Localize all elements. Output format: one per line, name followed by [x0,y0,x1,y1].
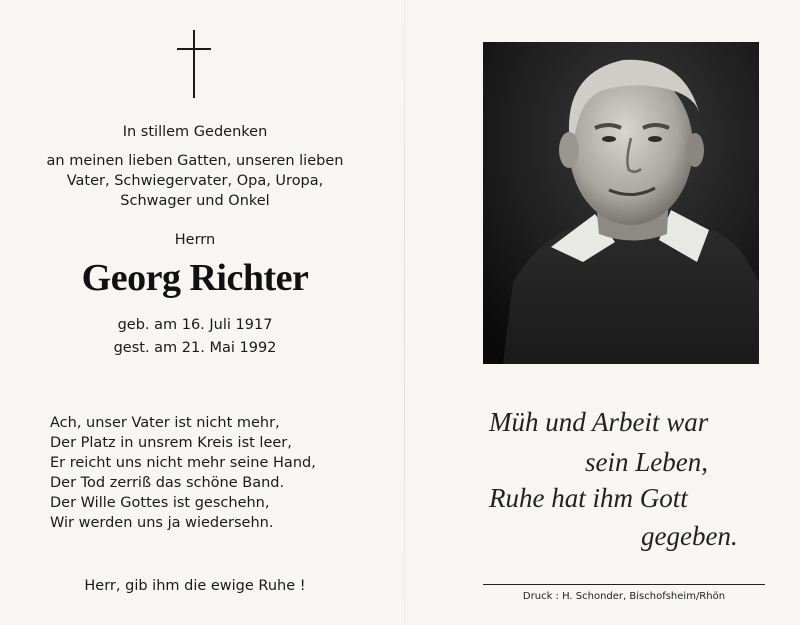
poem-line: Ach, unser Vater ist nicht mehr, [50,415,280,431]
motto-line: gegeben. [641,521,738,551]
poem-line: Der Platz in unsrem Kreis ist leer, [50,435,292,451]
salutation: Herrn [174,232,216,248]
motto-line: Ruhe hat ihm Gott [489,483,688,513]
dedication-line: an meinen lieben Gatten, unseren lieben [46,153,344,169]
deceased-name: Georg Richter [81,257,309,299]
poem-line: Er reicht uns nicht mehr seine Hand, [50,455,316,471]
poem-line: Der Tod zerriß das schöne Band. [50,475,285,491]
printer-credit: Druck : H. Schonder, Bischofsheim/Rhön [522,591,726,602]
poem-line: Der Wille Gottes ist geschehn, [50,495,270,511]
right-panel [405,0,800,625]
life-dates [40,314,350,360]
motto-line: sein Leben, [585,447,708,477]
motto-line: Müh und Arbeit war [489,407,709,437]
heading: In stillem Gedenken [122,124,268,140]
dedication-line: Schwager und Onkel [120,193,270,209]
cross-icon [174,28,214,100]
poem-line: Wir werden uns ja wiedersehn. [50,515,274,531]
birth-date: geb. am 16. Juli 1917 [117,317,273,333]
portrait-photo [483,42,759,364]
dedication [40,151,350,211]
death-date: gest. am 21. Mai 1992 [113,340,277,356]
poem [50,413,370,533]
dedication-line: Vater, Schwiegervater, Opa, Uropa, [66,173,324,189]
divider [483,584,765,585]
prayer: Herr, gib ihm die ewige Ruhe ! [84,578,306,594]
